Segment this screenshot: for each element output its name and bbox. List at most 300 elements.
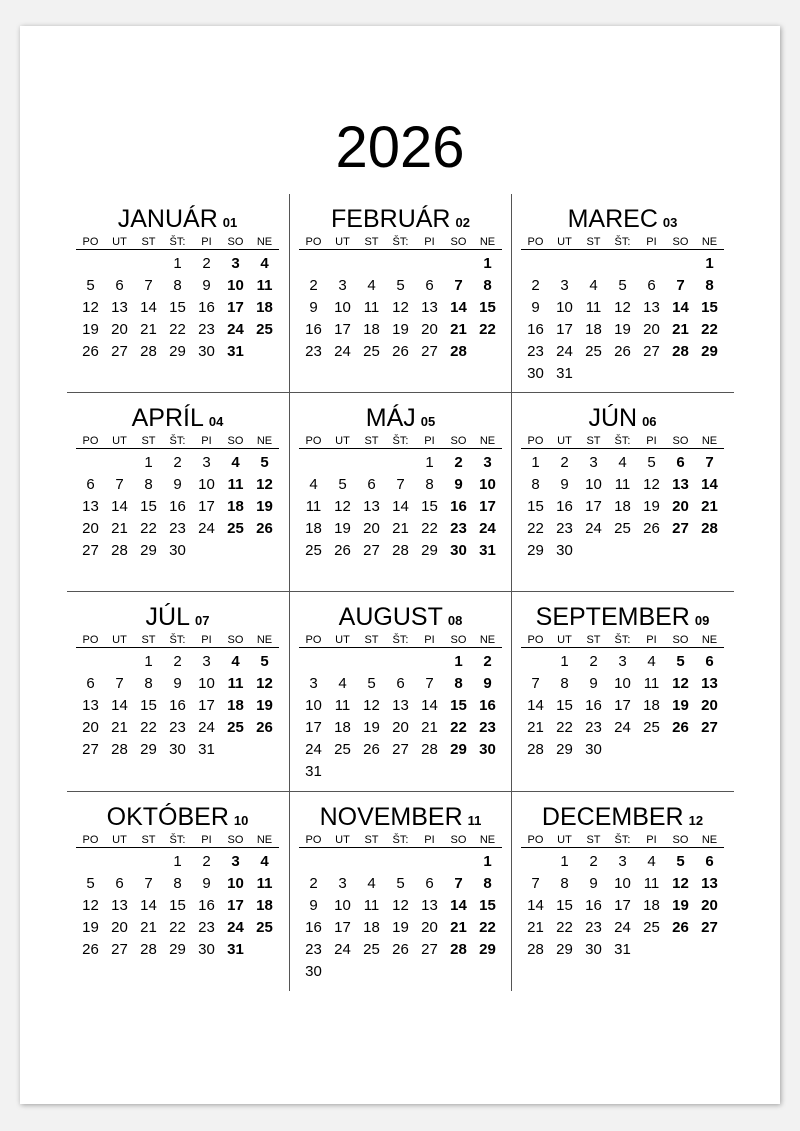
- day-cell: 10: [334, 299, 351, 316]
- day-cell: 17: [334, 321, 351, 338]
- month-06: [521, 395, 745, 595]
- day-cell: 27: [421, 343, 438, 360]
- day-cell: 19: [614, 321, 631, 338]
- day-cell: 4: [618, 454, 627, 471]
- weekend-day: 10: [479, 476, 496, 493]
- weekend-day: 13: [672, 476, 689, 493]
- days-grid: [299, 452, 502, 562]
- empty-cell: [444, 253, 473, 275]
- day-cell: 18: [614, 498, 631, 515]
- weekday-label: ST: [141, 236, 156, 248]
- day-cell: 30: [527, 365, 544, 382]
- month-number: 12: [688, 813, 704, 828]
- weekend-day: 28: [450, 343, 467, 360]
- day-cell: 27: [392, 741, 409, 758]
- day-cell: 6: [396, 675, 405, 692]
- month-title: [299, 602, 502, 636]
- day-cell: 12: [82, 299, 99, 316]
- day-cell: 2: [589, 853, 598, 870]
- weekday-label: SO: [450, 834, 467, 846]
- month-name: JÚL: [145, 603, 190, 631]
- day-cell: 29: [421, 542, 438, 559]
- month-name: OKTÓBER: [106, 803, 229, 831]
- weekday-label: NE: [479, 834, 496, 846]
- day-cell: 7: [531, 675, 540, 692]
- empty-cell: [444, 851, 473, 873]
- weekend-day: 17: [227, 299, 244, 316]
- day-cell: 21: [527, 919, 544, 936]
- day-cell: 9: [309, 299, 318, 316]
- day-cell: 21: [140, 321, 157, 338]
- weekday-label: PI: [424, 435, 435, 447]
- day-cell: 16: [198, 299, 215, 316]
- day-cell: 3: [589, 454, 598, 471]
- day-cell: 7: [144, 277, 153, 294]
- weekday-label: ST: [364, 834, 379, 846]
- day-cell: 15: [140, 498, 157, 515]
- day-cell: 16: [169, 498, 186, 515]
- day-cell: 20: [111, 919, 128, 936]
- weekend-day: 3: [231, 853, 240, 870]
- weekend-day: 4: [260, 853, 269, 870]
- weekend-day: 11: [256, 277, 273, 294]
- day-cell: 17: [334, 919, 351, 936]
- empty-cell: [328, 651, 357, 673]
- day-cell: 22: [169, 919, 186, 936]
- day-cell: 12: [363, 697, 380, 714]
- weekday-label: UT: [335, 435, 350, 447]
- weekend-day: 15: [701, 299, 718, 316]
- weekend-day: 19: [256, 697, 273, 714]
- weekend-day: 8: [483, 277, 492, 294]
- day-cell: 9: [560, 476, 569, 493]
- day-cell: 23: [169, 520, 186, 537]
- weekend-day: 12: [256, 476, 273, 493]
- weekend-day: 29: [479, 941, 496, 958]
- empty-cell: [105, 651, 134, 673]
- day-cell: 5: [396, 875, 405, 892]
- day-cell: 30: [169, 741, 186, 758]
- weekday-label: ŠT:: [169, 634, 186, 646]
- day-cell: 27: [111, 343, 128, 360]
- month-title: [521, 403, 724, 437]
- weekend-day: 4: [231, 454, 240, 471]
- weekday-label: UT: [335, 634, 350, 646]
- day-cell: 13: [421, 299, 438, 316]
- day-cell: 3: [202, 653, 211, 670]
- day-cell: 11: [585, 299, 602, 316]
- month-number: 04: [208, 414, 224, 429]
- weekend-day: 10: [227, 277, 244, 294]
- weekday-label: UT: [557, 634, 572, 646]
- day-cell: 22: [421, 520, 438, 537]
- day-cell: 8: [531, 476, 540, 493]
- day-cell: 18: [363, 919, 380, 936]
- day-cell: 14: [392, 498, 409, 515]
- weekend-day: 20: [672, 498, 689, 515]
- day-cell: 17: [198, 498, 215, 515]
- day-cell: 26: [82, 941, 99, 958]
- day-cell: 9: [589, 675, 598, 692]
- month-name: JÚN: [588, 404, 638, 432]
- day-cell: 13: [111, 897, 128, 914]
- weekend-day: 22: [450, 719, 467, 736]
- month-number: 03: [662, 215, 678, 230]
- month-title: [521, 602, 724, 636]
- weekday-label: ŠT:: [392, 236, 409, 248]
- day-cell: 14: [140, 897, 157, 914]
- weekend-day: 4: [231, 653, 240, 670]
- day-cell: 11: [363, 299, 380, 316]
- day-cell: 29: [527, 542, 544, 559]
- day-cell: 27: [111, 941, 128, 958]
- weekday-header: [521, 236, 724, 250]
- weekday-header: [521, 634, 724, 648]
- weekday-header: [299, 236, 502, 250]
- day-cell: 1: [173, 853, 182, 870]
- day-cell: 7: [396, 476, 405, 493]
- day-cell: 10: [198, 476, 215, 493]
- day-cell: 29: [169, 941, 186, 958]
- day-cell: 3: [309, 675, 318, 692]
- weekend-day: 30: [450, 542, 467, 559]
- weekend-day: 21: [450, 919, 467, 936]
- weekday-label: PO: [305, 634, 322, 646]
- day-cell: 24: [614, 919, 631, 936]
- weekend-day: 15: [479, 897, 496, 914]
- weekday-label: ST: [586, 834, 601, 846]
- month-04: [76, 395, 300, 595]
- days-grid: [521, 452, 724, 562]
- weekend-day: 25: [227, 719, 244, 736]
- day-cell: 28: [421, 741, 438, 758]
- day-cell: 12: [392, 897, 409, 914]
- day-cell: 16: [305, 321, 322, 338]
- weekday-label: NE: [479, 236, 496, 248]
- day-cell: 20: [421, 321, 438, 338]
- day-cell: 6: [115, 277, 124, 294]
- day-cell: 19: [363, 719, 380, 736]
- day-cell: 31: [305, 763, 322, 780]
- day-cell: 3: [618, 653, 627, 670]
- empty-cell: [521, 253, 550, 275]
- weekend-day: 15: [450, 697, 467, 714]
- weekend-day: 31: [227, 941, 244, 958]
- weekend-day: 5: [676, 653, 685, 670]
- empty-cell: [357, 452, 386, 474]
- month-number: 09: [694, 613, 710, 628]
- weekend-day: 7: [454, 875, 463, 892]
- day-cell: 16: [169, 697, 186, 714]
- month-name: MAREC: [567, 205, 658, 233]
- month-07: [76, 594, 300, 794]
- day-cell: 21: [421, 719, 438, 736]
- empty-cell: [105, 452, 134, 474]
- weekend-day: 24: [479, 520, 496, 537]
- weekend-day: 7: [705, 454, 714, 471]
- weekday-label: NE: [701, 435, 718, 447]
- day-cell: 30: [198, 343, 215, 360]
- day-cell: 20: [111, 321, 128, 338]
- empty-cell: [134, 253, 163, 275]
- day-cell: 10: [585, 476, 602, 493]
- day-cell: 25: [643, 919, 660, 936]
- day-cell: 17: [614, 897, 631, 914]
- weekday-label: NE: [479, 435, 496, 447]
- day-cell: 13: [421, 897, 438, 914]
- empty-cell: [76, 452, 105, 474]
- day-cell: 25: [363, 941, 380, 958]
- day-cell: 13: [363, 498, 380, 515]
- day-cell: 24: [198, 719, 215, 736]
- month-title: [521, 802, 724, 836]
- day-cell: 23: [556, 520, 573, 537]
- weekday-label: UT: [112, 634, 127, 646]
- day-cell: 19: [392, 919, 409, 936]
- month-name: FEBRUÁR: [331, 205, 451, 233]
- empty-cell: [299, 851, 328, 873]
- day-cell: 26: [363, 741, 380, 758]
- empty-cell: [415, 851, 444, 873]
- day-cell: 17: [614, 697, 631, 714]
- day-cell: 25: [334, 741, 351, 758]
- weekend-day: 30: [479, 741, 496, 758]
- weekend-day: 26: [672, 919, 689, 936]
- weekday-label: SO: [227, 435, 244, 447]
- weekend-day: 21: [701, 498, 718, 515]
- day-cell: 18: [305, 520, 322, 537]
- day-cell: 30: [585, 941, 602, 958]
- day-cell: 5: [86, 875, 95, 892]
- day-cell: 6: [647, 277, 656, 294]
- day-cell: 17: [585, 498, 602, 515]
- day-cell: 28: [140, 941, 157, 958]
- day-cell: 23: [305, 343, 322, 360]
- weekend-day: 14: [450, 299, 467, 316]
- day-cell: 20: [392, 719, 409, 736]
- day-cell: 3: [618, 853, 627, 870]
- weekend-day: 19: [672, 697, 689, 714]
- day-cell: 11: [614, 476, 631, 493]
- day-cell: 27: [82, 741, 99, 758]
- weekend-day: 1: [483, 853, 492, 870]
- weekday-header: [76, 236, 279, 250]
- day-cell: 7: [144, 875, 153, 892]
- weekday-label: SO: [672, 634, 689, 646]
- day-cell: 24: [305, 741, 322, 758]
- empty-cell: [328, 253, 357, 275]
- day-cell: 26: [614, 343, 631, 360]
- day-cell: 14: [527, 697, 544, 714]
- day-cell: 26: [82, 343, 99, 360]
- day-cell: 1: [425, 454, 434, 471]
- day-cell: 28: [140, 343, 157, 360]
- day-cell: 15: [527, 498, 544, 515]
- day-cell: 31: [614, 941, 631, 958]
- weekday-header: [521, 435, 724, 449]
- month-name: NOVEMBER: [319, 803, 463, 831]
- day-cell: 1: [173, 255, 182, 272]
- weekend-day: 24: [227, 919, 244, 936]
- weekend-day: 16: [450, 498, 467, 515]
- empty-cell: [357, 851, 386, 873]
- empty-cell: [328, 452, 357, 474]
- weekend-day: 24: [227, 321, 244, 338]
- day-cell: 2: [531, 277, 540, 294]
- weekday-label: ŠT:: [392, 834, 409, 846]
- weekday-label: PO: [305, 834, 322, 846]
- days-grid: [521, 651, 724, 761]
- year-title: 2026: [335, 115, 465, 180]
- day-cell: 7: [531, 875, 540, 892]
- day-cell: 8: [560, 875, 569, 892]
- weekday-label: NE: [256, 634, 273, 646]
- day-cell: 27: [363, 542, 380, 559]
- day-cell: 9: [589, 875, 598, 892]
- day-cell: 6: [367, 476, 376, 493]
- weekend-day: 20: [701, 697, 718, 714]
- day-cell: 14: [527, 897, 544, 914]
- day-cell: 13: [392, 697, 409, 714]
- month-11: [299, 794, 523, 994]
- day-cell: 24: [556, 343, 573, 360]
- month-title: [299, 403, 502, 437]
- empty-cell: [299, 253, 328, 275]
- weekday-label: ST: [141, 834, 156, 846]
- weekend-day: 29: [450, 741, 467, 758]
- day-cell: 4: [589, 277, 598, 294]
- weekend-day: 17: [227, 897, 244, 914]
- day-cell: 16: [585, 697, 602, 714]
- day-cell: 9: [173, 675, 182, 692]
- weekday-label: UT: [557, 435, 572, 447]
- month-title: [299, 204, 502, 238]
- weekend-day: 13: [701, 875, 718, 892]
- weekday-label: SO: [672, 834, 689, 846]
- weekday-label: NE: [256, 834, 273, 846]
- day-cell: 22: [169, 321, 186, 338]
- day-cell: 2: [309, 875, 318, 892]
- day-cell: 25: [305, 542, 322, 559]
- weekend-day: 3: [231, 255, 240, 272]
- day-cell: 16: [527, 321, 544, 338]
- day-cell: 28: [111, 542, 128, 559]
- day-cell: 8: [144, 476, 153, 493]
- day-cell: 6: [425, 875, 434, 892]
- day-cell: 14: [140, 299, 157, 316]
- day-cell: 24: [334, 941, 351, 958]
- empty-cell: [76, 851, 105, 873]
- day-cell: 16: [305, 919, 322, 936]
- month-title: [521, 204, 724, 238]
- day-cell: 11: [305, 498, 322, 515]
- day-cell: 15: [140, 697, 157, 714]
- day-cell: 30: [556, 542, 573, 559]
- empty-cell: [357, 651, 386, 673]
- weekend-day: 26: [256, 719, 273, 736]
- weekend-day: 12: [256, 675, 273, 692]
- weekday-label: ŠT:: [614, 634, 631, 646]
- day-cell: 11: [643, 875, 660, 892]
- weekday-header: [521, 834, 724, 848]
- empty-cell: [386, 452, 415, 474]
- day-cell: 28: [111, 741, 128, 758]
- weekday-label: SO: [672, 236, 689, 248]
- day-cell: 27: [82, 542, 99, 559]
- day-cell: 15: [421, 498, 438, 515]
- calendar-sheet: [20, 26, 780, 1104]
- weekday-label: PO: [82, 435, 99, 447]
- month-03: [521, 196, 745, 396]
- month-number: 01: [222, 215, 238, 230]
- weekday-header: [76, 435, 279, 449]
- day-cell: 25: [614, 520, 631, 537]
- weekend-day: 20: [701, 897, 718, 914]
- empty-cell: [328, 851, 357, 873]
- weekday-label: PI: [201, 634, 212, 646]
- day-cell: 12: [392, 299, 409, 316]
- weekend-day: 9: [483, 675, 492, 692]
- weekday-label: ŠT:: [614, 435, 631, 447]
- day-cell: 6: [425, 277, 434, 294]
- day-cell: 20: [421, 919, 438, 936]
- day-cell: 18: [643, 897, 660, 914]
- day-cell: 12: [614, 299, 631, 316]
- weekend-day: 25: [256, 919, 273, 936]
- empty-cell: [579, 253, 608, 275]
- day-cell: 26: [334, 542, 351, 559]
- weekend-day: 25: [227, 520, 244, 537]
- weekday-label: ŠT:: [614, 834, 631, 846]
- weekend-day: 18: [227, 498, 244, 515]
- empty-cell: [386, 253, 415, 275]
- day-cell: 23: [527, 343, 544, 360]
- days-grid: [521, 253, 724, 385]
- day-cell: 21: [111, 520, 128, 537]
- day-cell: 3: [338, 277, 347, 294]
- day-cell: 15: [169, 897, 186, 914]
- weekend-day: 27: [701, 919, 718, 936]
- weekday-label: ST: [364, 634, 379, 646]
- day-cell: 20: [363, 520, 380, 537]
- weekday-label: PO: [527, 834, 544, 846]
- day-cell: 4: [338, 675, 347, 692]
- day-cell: 10: [305, 697, 322, 714]
- month-name: AUGUST: [338, 603, 443, 631]
- day-cell: 2: [560, 454, 569, 471]
- empty-cell: [76, 253, 105, 275]
- month-number: 08: [447, 613, 463, 628]
- day-cell: 19: [643, 498, 660, 515]
- weekend-day: 13: [701, 675, 718, 692]
- weekend-day: 26: [256, 520, 273, 537]
- weekend-day: 16: [479, 697, 496, 714]
- day-cell: 9: [309, 897, 318, 914]
- month-title: [76, 602, 279, 636]
- empty-cell: [105, 253, 134, 275]
- weekday-label: SO: [450, 435, 467, 447]
- weekday-label: PI: [201, 834, 212, 846]
- day-cell: 12: [82, 897, 99, 914]
- month-name: SEPTEMBER: [535, 603, 690, 631]
- day-cell: 4: [309, 476, 318, 493]
- day-cell: 5: [396, 277, 405, 294]
- weekday-label: PO: [305, 435, 322, 447]
- day-cell: 7: [115, 675, 124, 692]
- day-cell: 10: [614, 875, 631, 892]
- weekday-label: PO: [82, 834, 99, 846]
- day-cell: 16: [198, 897, 215, 914]
